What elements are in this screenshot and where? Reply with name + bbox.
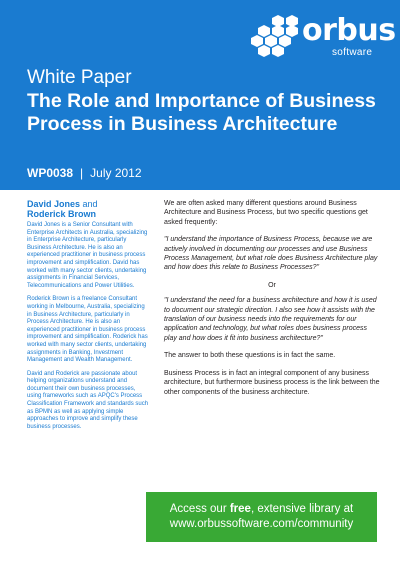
page-title: The Role and Importance of Business Process in Business Architecture — [27, 90, 376, 135]
meta-separator: | — [80, 166, 84, 180]
logo-subtitle: software — [332, 47, 373, 58]
author-1: David Jones — [27, 199, 81, 209]
author-names — [27, 199, 151, 219]
community-cta-banner[interactable] — [146, 492, 377, 542]
cta-url-link[interactable]: www.orbussoftware.com/community — [169, 518, 354, 530]
author-bio-3: David and Roderick are passionate about helping organizations understand and document their own business processes, using frameworks such as APQC's Process Classification Framework and standards such as BPMN as well as applying simple approaches to improve and simplify these business processes. — [27, 370, 149, 430]
intro-paragraph: We are often asked many different questions around Business Architecture and Business Process, but two specific questions get asked frequently: — [164, 200, 368, 226]
logo-wordmark: orbus — [302, 13, 396, 48]
author-bio-1: David Jones is a Senior Consultant with Enterprise Architects in Australia, specializing in Enterprise Architecture, particularly Business Architecture. He is also an experienced practitioner in business process improvement and simplification. David has worked with many sector clients, undertaking assignments in Financial Services, Telecommunications and Power Utilities. — [27, 222, 148, 289]
publish-date: July 2012 — [90, 166, 142, 180]
document-type: White Paper — [27, 67, 132, 88]
quote-1: "I understand the importance of Business Process, because we are actively involved in documenting our processes and use Business Process Management, but what role does Business Architecture play and how does this relate to Business Processes?" — [164, 236, 378, 272]
document-meta — [27, 166, 142, 180]
cta-free: free — [229, 503, 251, 515]
author-bio-2: Roderick Brown is a freelance Consultant working in Melbourne, Australia, specializing in Business Architecture, particularly in Process Architecture. He is also an experienced practitioner in business process improvement and simplification. Roderick has worked with many sector clients, undertaking assignments in Banking, Investment Management and Wealth Management. — [27, 296, 148, 364]
answer-paragraph: The answer to both these questions is in fact the same. — [164, 352, 336, 360]
author-2: Roderick Brown — [27, 209, 97, 219]
or-divider: Or — [268, 281, 276, 289]
author-sidebar — [27, 199, 151, 437]
closing-paragraph: Business Process is in fact an integral component of any business architecture, but furthermore business process is the link between the other components of the business architecture. — [164, 369, 380, 396]
main-content — [164, 199, 380, 405]
author-conjunction: and — [80, 199, 98, 209]
quote-2: "I understand the need for a business architecture and how it is used to document our strategic direction. I also see how it assists with the translation of our business needs into the requirements for our application and technology, but what roles does business process play and how does it fit into business architecture?" — [164, 297, 377, 342]
orbus-logo[interactable] — [248, 13, 396, 64]
cta-suffix: , extensive library at — [250, 503, 354, 515]
document-code: WP0038 — [27, 166, 74, 180]
header-banner — [0, 0, 400, 190]
cta-prefix: Access our — [169, 503, 230, 515]
hexagon-cluster-icon — [248, 14, 304, 62]
cta-text — [146, 502, 377, 517]
